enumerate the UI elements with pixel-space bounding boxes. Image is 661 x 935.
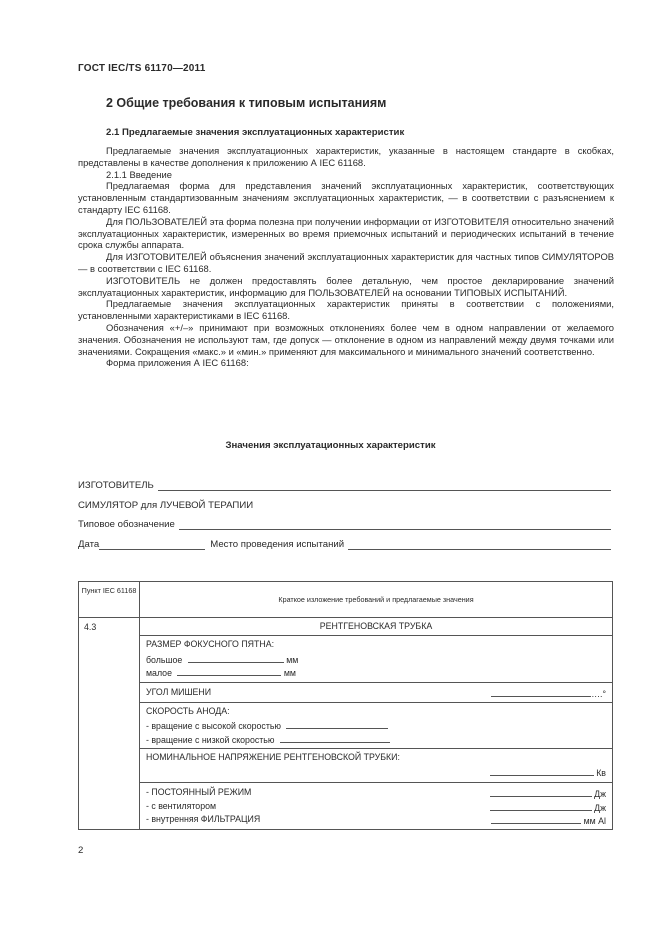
paragraph: Для ИЗГОТОВИТЕЛЕЙ объяснения значений эксплуатационных характеристик для частных типов СИМУЛЯТОРОВ — в соответствии с IEC 61168. [78, 251, 614, 274]
filtration-blank[interactable] [491, 813, 581, 824]
test-place-label: Место проведения испытаний [210, 539, 345, 550]
filtration-label: - внутренняя ФИЛЬТРАЦИЯ [146, 814, 261, 824]
paragraph: 2.1.1 Введение [106, 168, 172, 180]
anode-high-row[interactable] [146, 718, 606, 732]
type-designation-label: Типовое обозначение [78, 519, 175, 530]
target-angle-block[interactable] [140, 683, 612, 703]
col-header-summary: Краткое изложение требований и предлагаемые значения [140, 582, 613, 618]
unit-j: Дж [594, 789, 606, 799]
focal-large-row[interactable] [146, 652, 606, 666]
paragraph: Форма приложения А IEC 61168: [106, 357, 249, 369]
focal-small-blank[interactable] [177, 665, 281, 676]
anode-speed-block [140, 703, 612, 750]
tube-voltage-label: НОМИНАЛЬНОЕ НАПРЯЖЕНИЕ РЕНТГЕНОВСКОЙ ТРУБКИ: [146, 752, 400, 762]
fan-label: - с вентилятором [146, 800, 217, 811]
date-place-field[interactable] [78, 539, 611, 550]
continuous-row[interactable] [146, 786, 606, 800]
tube-voltage-blank[interactable] [490, 765, 594, 776]
clause-number: 4.3 [79, 618, 140, 830]
form-title: Значения эксплуатационных характеристик [225, 440, 436, 451]
fan-row[interactable] [146, 800, 606, 814]
unit-mm: мм [283, 668, 296, 678]
filtration-row[interactable] [146, 813, 606, 827]
col-header-clause: Пункт IEC 61168 [79, 582, 140, 618]
heat-capacity-block [140, 783, 612, 829]
type-designation-field[interactable] [78, 519, 611, 530]
requirements-cell [140, 618, 613, 830]
paragraph: ИЗГОТОВИТЕЛЬ не должен предоставлять более детальную, чем простое декларирование значений эксплуатационных характеристик, информацию для ПОЛЬЗОВАТЕЛЕЙ на основании ТИПОВЫХ ИСПЫТАНИЙ. [78, 274, 614, 298]
body-text [78, 145, 614, 369]
type-designation-blank[interactable] [179, 520, 611, 530]
date-blank[interactable] [99, 540, 205, 550]
continuous-blank[interactable] [490, 786, 592, 797]
manufacturer-label: ИЗГОТОВИТЕЛЬ [78, 480, 154, 491]
anode-low-blank[interactable] [280, 732, 390, 743]
xray-tube-heading: РЕНТГЕНОВСКАЯ ТРУБКА [140, 618, 612, 636]
document-header: ГОСТ IEC/TS 61170—2011 [78, 63, 206, 74]
date-label: Дата [78, 539, 100, 550]
target-angle-blank[interactable] [491, 686, 591, 697]
unit-mm-al: мм Al [583, 816, 606, 826]
unit-kv: Кв [596, 767, 606, 778]
focal-spot-block [140, 636, 612, 683]
subsection-title: 2.1 Предлагаемые значения эксплуатационных характеристик [106, 127, 405, 138]
manufacturer-field[interactable] [78, 480, 611, 491]
test-place-blank[interactable] [348, 540, 611, 550]
paragraph: Для ПОЛЬЗОВАТЕЛЕЙ эта форма полезна при получении информации от ИЗГОТОВИТЕЛЯ относительно значений эксплуатационных характеристик, измеренных во время приемочных испытаний и периодических испытаний в течение срока службы аппарата. [78, 215, 614, 251]
focal-large-blank[interactable] [188, 652, 284, 663]
focal-small-row[interactable] [146, 665, 606, 679]
focal-spot-label: РАЗМЕР ФОКУСНОГО ПЯТНА: [146, 639, 275, 649]
paragraph: Предлагаемая форма для представления значений эксплуатационных характеристик, соответствующих установленным стандартизованным значениям эксплуатационных характеристик, — в соответствии с разъяснением к стандарту IEC 61168. [78, 180, 614, 215]
page-number: 2 [78, 845, 84, 856]
unit-mm: мм [286, 654, 299, 665]
paragraph: Обозначения «+/–» принимают при возможных отклонениях более чем в одном направлении от желаемого значения. Обозначения не используют там, где допуск — отклонение в одном из направлений между двумя точками или значениями. Сокращения «макс.» и «мин.» применяют для максимального и минимального значений соответственно. [78, 321, 614, 357]
manufacturer-blank[interactable] [158, 481, 611, 491]
anode-speed-label: СКОРОСТЬ АНОДА: [146, 705, 230, 716]
requirements-table [78, 581, 613, 830]
simulator-line [78, 500, 611, 511]
target-angle-label: УГОЛ МИШЕНИ [146, 686, 212, 697]
anode-high-blank[interactable] [286, 718, 388, 729]
unit-degree: ….° [591, 688, 606, 699]
tube-voltage-row[interactable] [146, 765, 606, 779]
anode-high-label: - вращение с высокой скоростью [146, 721, 282, 731]
paragraph: Предлагаемые значения эксплуатационных характеристик приняты в соответствии с положениями, установленными характеристиками в IEC 61168. [78, 298, 614, 322]
tube-voltage-block [140, 749, 612, 783]
section-title: 2 Общие требования к типовым испытаниям [106, 96, 387, 110]
simulator-label: СИМУЛЯТОР для ЛУЧЕВОЙ ТЕРАПИИ [78, 500, 254, 511]
focal-large-label: большое [146, 654, 183, 665]
anode-low-row[interactable] [146, 732, 606, 746]
anode-low-label: - вращение с низкой скоростью [146, 734, 275, 745]
focal-small-label: малое [146, 668, 172, 678]
paragraph: Предлагаемые значения эксплуатационных характеристик, указанные в настоящем стандарте в скобках, представлены в качестве дополнения к приложению А IEC 61168. [78, 145, 614, 168]
continuous-label: - ПОСТОЯННЫЙ РЕЖИМ [146, 787, 252, 797]
unit-j: Дж [594, 802, 606, 813]
fan-blank[interactable] [490, 800, 592, 811]
